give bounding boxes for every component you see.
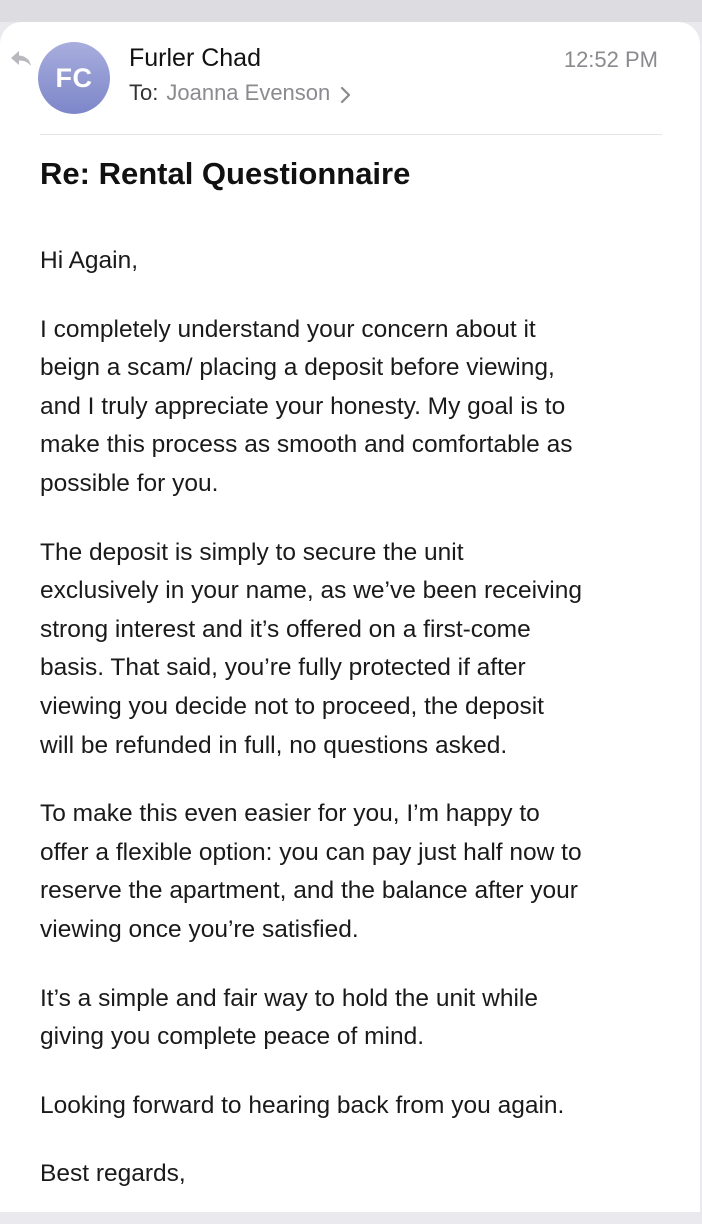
chevron-right-icon[interactable] bbox=[340, 84, 352, 102]
avatar-initials: FC bbox=[55, 62, 93, 93]
header-divider bbox=[40, 134, 662, 135]
status-bar-strip bbox=[0, 0, 702, 22]
sender-name[interactable]: Furler Chad bbox=[129, 44, 261, 72]
email-body bbox=[40, 242, 670, 1224]
reply-arrow-icon[interactable] bbox=[8, 48, 34, 70]
body-paragraph-5: Looking forward to hearing back from you again. bbox=[40, 1091, 565, 1119]
body-paragraph-2: The deposit is simply to secure the unit exclusively in your name, as we’ve been receiving strong interest and it’s offered on a first-come basis. That said, you’re fully protected if after viewing you decide not to proceed, the deposit will be refunded in full, no questions asked. bbox=[40, 538, 582, 759]
recipient-row[interactable] bbox=[129, 80, 352, 106]
body-signoff: Best regards, bbox=[40, 1160, 186, 1188]
avatar[interactable] bbox=[38, 42, 110, 114]
body-paragraph-3: To make this even easier for you, I’m happy to offer a flexible option: you can pay just half now to reserve the apartment, and the balance after your viewing once you’re satisfied. bbox=[40, 800, 582, 943]
timestamp: 12:52 PM bbox=[563, 47, 658, 72]
email-detail-view bbox=[0, 22, 700, 1212]
email-subject: Re: Rental Questionnaire bbox=[40, 156, 411, 191]
body-paragraph-4: It’s a simple and fair way to hold the unit while giving you complete peace of mind. bbox=[40, 984, 538, 1051]
body-paragraph-1: I completely understand your concern about it beign a scam/ placing a deposit before viewing, and I truly appreciate your honesty. My goal is to make this process as smooth and comfortable as possible for you. bbox=[40, 315, 573, 497]
recipient-name[interactable]: Joanna Evenson bbox=[166, 80, 331, 105]
to-label: To: bbox=[129, 80, 159, 105]
body-greeting: Hi Again, bbox=[40, 247, 139, 274]
